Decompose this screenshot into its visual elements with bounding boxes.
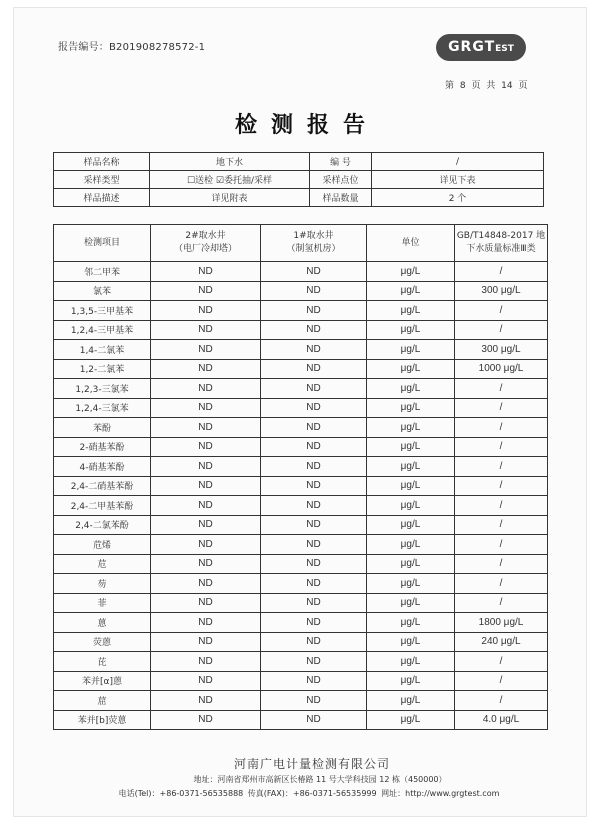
logo-main: GRGT [448, 39, 496, 55]
table-row [54, 574, 548, 594]
table-row [54, 262, 548, 282]
row-item: 2,4-二硝基苯酚 [54, 476, 151, 496]
row-item: 邻二甲苯 [54, 262, 151, 282]
row-well-1: ND [261, 652, 367, 672]
row-well-1: ND [261, 320, 367, 340]
row-well-1: ND [261, 398, 367, 418]
row-item: 苯并[α]蒽 [54, 671, 151, 691]
row-standard: 300 μg/L [455, 340, 548, 360]
row-unit: μg/L [367, 437, 455, 457]
row-unit: μg/L [367, 554, 455, 574]
sample-name-label: 样品名称 [54, 153, 150, 171]
table-row [54, 379, 548, 399]
table-row [54, 554, 548, 574]
row-well-2: ND [151, 710, 261, 730]
row-standard: 1800 μg/L [455, 613, 548, 633]
row-standard: / [455, 262, 548, 282]
number-value: / [372, 153, 544, 171]
info-row [54, 171, 544, 189]
row-item: 1,2-二氯苯 [54, 359, 151, 379]
row-item: 1,2,4-三氯苯 [54, 398, 151, 418]
row-item: 苊烯 [54, 535, 151, 555]
table-row [54, 613, 548, 633]
row-well-1: ND [261, 496, 367, 516]
row-item: 氯苯 [54, 281, 151, 301]
table-row [54, 476, 548, 496]
row-standard: 240 μg/L [455, 632, 548, 652]
table-row [54, 652, 548, 672]
header-standard-line2: 下水质量标准Ⅲ类 [466, 244, 536, 254]
row-well-2: ND [151, 632, 261, 652]
row-well-2: ND [151, 652, 261, 672]
row-well-1: ND [261, 593, 367, 613]
row-unit: μg/L [367, 379, 455, 399]
row-standard: / [455, 398, 548, 418]
row-well-2: ND [151, 398, 261, 418]
company-contact: 电话(Tel)：+86-0371-56535888 传真(FAX)：+86-0371-56535999 网址：http://www.grgtest.com [118, 789, 500, 798]
row-item: 1,2,4-三甲基苯 [54, 320, 151, 340]
row-item: 苯并[b]荧蒽 [54, 710, 151, 730]
table-row [54, 281, 548, 301]
info-row [54, 153, 544, 171]
row-well-1: ND [261, 535, 367, 555]
table-row [54, 418, 548, 438]
row-well-2: ND [151, 437, 261, 457]
company-address: 地址：河南省郑州市高新区长椿路 11 号大学科技园 12 栋（450000） [193, 775, 447, 784]
row-unit: μg/L [367, 593, 455, 613]
row-well-2: ND [151, 301, 261, 321]
company-name: 河南广电计量检测有限公司 [233, 757, 390, 771]
quantity-label: 样品数量 [310, 189, 372, 207]
row-unit: μg/L [367, 418, 455, 438]
row-item: 1,3,5-三甲基苯 [54, 301, 151, 321]
row-well-1: ND [261, 301, 367, 321]
row-well-2: ND [151, 535, 261, 555]
row-well-2: ND [151, 418, 261, 438]
row-item: 1,2,3-三氯苯 [54, 379, 151, 399]
table-row [54, 535, 548, 555]
row-standard: / [455, 535, 548, 555]
row-standard: / [455, 691, 548, 711]
row-well-2: ND [151, 515, 261, 535]
header-well-2-line1: 2#取水井 [185, 231, 226, 241]
row-well-1: ND [261, 418, 367, 438]
table-row [54, 340, 548, 360]
row-well-1: ND [261, 340, 367, 360]
row-well-2: ND [151, 496, 261, 516]
row-well-2: ND [151, 476, 261, 496]
table-row [54, 496, 548, 516]
results-body [54, 262, 548, 730]
row-well-1: ND [261, 632, 367, 652]
row-unit: μg/L [367, 496, 455, 516]
header-item: 检测项目 [54, 225, 151, 262]
row-standard: / [455, 301, 548, 321]
row-unit: μg/L [367, 398, 455, 418]
row-standard: / [455, 515, 548, 535]
row-well-1: ND [261, 691, 367, 711]
row-well-2: ND [151, 359, 261, 379]
row-item: 苊 [54, 554, 151, 574]
row-standard: / [455, 652, 548, 672]
row-unit: μg/L [367, 535, 455, 555]
row-unit: μg/L [367, 574, 455, 594]
row-standard: / [455, 437, 548, 457]
row-item: 2-硝基苯酚 [54, 437, 151, 457]
header-standard-line1: GB/T14848-2017 地 [456, 231, 546, 241]
row-well-2: ND [151, 262, 261, 282]
table-row [54, 301, 548, 321]
row-well-2: ND [151, 320, 261, 340]
row-standard: 4.0 μg/L [455, 710, 548, 730]
sample-info-table [53, 152, 544, 207]
row-unit: μg/L [367, 652, 455, 672]
table-row [54, 398, 548, 418]
row-unit: μg/L [367, 632, 455, 652]
row-well-1: ND [261, 574, 367, 594]
row-unit: μg/L [367, 281, 455, 301]
sampling-point-value: 详见下表 [372, 171, 544, 189]
page-indicator: 第 8 页 共 14 页 [445, 81, 528, 91]
header-well-1-line2: （制氢机房） [286, 244, 341, 254]
table-row [54, 359, 548, 379]
row-item: 2,4-二氯苯酚 [54, 515, 151, 535]
sample-name-value: 地下水 [150, 153, 310, 171]
row-well-2: ND [151, 613, 261, 633]
row-well-1: ND [261, 476, 367, 496]
sampling-type-value: ☐送检 ☑委托抽/采样 [150, 171, 310, 189]
row-well-1: ND [261, 613, 367, 633]
table-row [54, 593, 548, 613]
row-unit: μg/L [367, 359, 455, 379]
row-well-1: ND [261, 262, 367, 282]
number-label: 编 号 [310, 153, 372, 171]
row-item: 4-硝基苯酚 [54, 457, 151, 477]
row-well-2: ND [151, 593, 261, 613]
row-item: 2,4-二甲基苯酚 [54, 496, 151, 516]
header-well-1 [261, 225, 367, 262]
row-standard: / [455, 671, 548, 691]
row-well-2: ND [151, 457, 261, 477]
row-well-2: ND [151, 281, 261, 301]
row-well-1: ND [261, 281, 367, 301]
row-standard: / [455, 496, 548, 516]
row-item: 荧蒽 [54, 632, 151, 652]
row-well-1: ND [261, 554, 367, 574]
row-item: 苯酚 [54, 418, 151, 438]
report-number: 报告编号：B201908278572-1 [58, 42, 206, 53]
row-unit: μg/L [367, 691, 455, 711]
row-standard: / [455, 593, 548, 613]
row-standard: / [455, 418, 548, 438]
row-standard: / [455, 379, 548, 399]
grgtest-logo [436, 34, 526, 61]
table-row [54, 710, 548, 730]
results-table [53, 224, 548, 730]
table-row [54, 437, 548, 457]
row-standard: / [455, 554, 548, 574]
row-unit: μg/L [367, 301, 455, 321]
row-well-1: ND [261, 379, 367, 399]
row-unit: μg/L [367, 671, 455, 691]
row-well-2: ND [151, 574, 261, 594]
row-well-1: ND [261, 437, 367, 457]
row-item: 蒽 [54, 613, 151, 633]
row-unit: μg/L [367, 710, 455, 730]
row-item: 1,4-二氯苯 [54, 340, 151, 360]
row-standard: / [455, 457, 548, 477]
row-item: 菲 [54, 593, 151, 613]
header-standard [455, 225, 548, 262]
table-row [54, 632, 548, 652]
header-well-1-line1: 1#取水井 [293, 231, 334, 241]
row-standard: / [455, 320, 548, 340]
logo-sub: EST [495, 44, 514, 54]
table-row [54, 320, 548, 340]
row-well-2: ND [151, 340, 261, 360]
header-well-2 [151, 225, 261, 262]
table-row [54, 515, 548, 535]
row-unit: μg/L [367, 515, 455, 535]
row-standard: 1000 μg/L [455, 359, 548, 379]
row-unit: μg/L [367, 476, 455, 496]
row-unit: μg/L [367, 340, 455, 360]
row-unit: μg/L [367, 262, 455, 282]
description-label: 样品描述 [54, 189, 150, 207]
row-well-2: ND [151, 554, 261, 574]
row-well-1: ND [261, 359, 367, 379]
header-well-2-line2: （电厂冷却塔） [173, 244, 237, 254]
header-unit: 单位 [367, 225, 455, 262]
row-item: 芘 [54, 652, 151, 672]
results-header-row [54, 225, 548, 262]
row-well-1: ND [261, 457, 367, 477]
row-unit: μg/L [367, 320, 455, 340]
sampling-point-label: 采样点位 [310, 171, 372, 189]
row-well-1: ND [261, 515, 367, 535]
row-well-1: ND [261, 671, 367, 691]
info-row [54, 189, 544, 207]
sampling-type-label: 采样类型 [54, 171, 150, 189]
table-row [54, 691, 548, 711]
row-standard: 300 μg/L [455, 281, 548, 301]
quantity-value: 2 个 [372, 189, 544, 207]
row-standard: / [455, 476, 548, 496]
row-well-2: ND [151, 671, 261, 691]
row-item: 䓛 [54, 691, 151, 711]
table-row [54, 457, 548, 477]
description-value: 详见附表 [150, 189, 310, 207]
row-item: 芴 [54, 574, 151, 594]
row-unit: μg/L [367, 457, 455, 477]
row-well-2: ND [151, 379, 261, 399]
row-well-2: ND [151, 691, 261, 711]
table-row [54, 671, 548, 691]
row-standard: / [455, 574, 548, 594]
row-well-1: ND [261, 710, 367, 730]
row-unit: μg/L [367, 613, 455, 633]
page-title: 检测报告 [234, 112, 379, 138]
